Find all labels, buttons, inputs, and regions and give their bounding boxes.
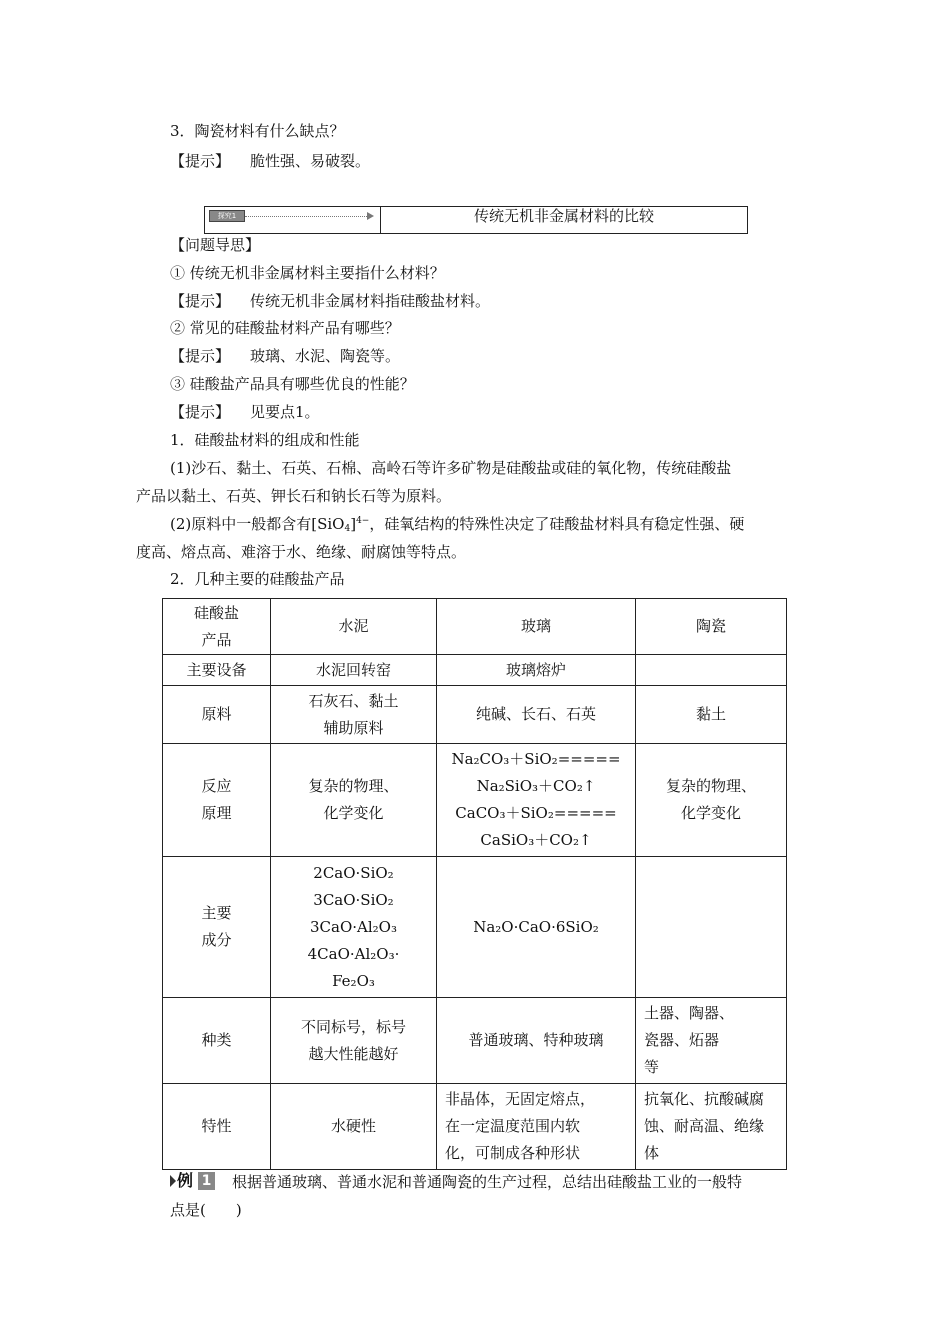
table-header-cell: 水泥 — [271, 599, 437, 655]
cell-text: 非晶体，无固定熔点， 在一定温度范围内软 化，可制成各种形状 — [445, 1090, 596, 1162]
hint-text: 玻璃、水泥、陶瓷等。 — [250, 347, 401, 365]
hint-text: 脆性强、易破裂。 — [250, 152, 371, 170]
example-text-line-1: 根据普通玻璃、普通水泥和普通陶瓷的生产过程，总结出硅酸盐工业的一般特 — [232, 1173, 743, 1191]
table-row-materials — [163, 686, 787, 744]
guide-question-2: ② 常见的硅酸盐材料产品有哪些？ — [170, 319, 400, 337]
table-cell: 种类 — [163, 998, 271, 1084]
table-cell — [163, 857, 271, 998]
point-1b-line-2: 度高、熔点高、难溶于水、绝缘、耐腐蚀等特点。 — [136, 543, 467, 561]
example-badge — [170, 1172, 216, 1190]
table-cell — [271, 857, 437, 998]
guide-heading: 【问题导思】 — [170, 236, 261, 254]
table-cell — [437, 1084, 636, 1170]
question-3: 3．陶瓷材料有什么缺点？ — [170, 122, 345, 140]
banner-title: 传统无机非金属材料的比较 — [473, 207, 654, 225]
table-cell — [636, 744, 787, 857]
table-row-header — [163, 599, 787, 655]
explore-badge: 探究1 — [209, 210, 245, 222]
cell-text: 主要 成分 — [201, 904, 232, 949]
guide-question-3: ③ 硅酸盐产品具有哪些优良的性能？ — [170, 375, 415, 393]
cell-text: 反应 原理 — [201, 777, 232, 822]
table-cell: 纯碱、长石、石英 — [437, 686, 636, 744]
guide-hint-2 — [170, 346, 400, 366]
table-cell — [271, 998, 437, 1084]
table-cell — [271, 744, 437, 857]
guide-question-1: ① 传统无机非金属材料主要指什么材料？ — [170, 264, 445, 282]
table-row-kinds — [163, 998, 787, 1084]
text-run: (2)原料中一般都含有[SiO — [170, 515, 345, 533]
cell-text: 抗氧化、抗酸碱腐 蚀、耐高温、绝缘 体 — [644, 1090, 765, 1162]
formula-line: 3CaO·Al₂O₃ — [310, 917, 397, 936]
hint-line-q3 — [170, 151, 370, 171]
example-word: 例 — [177, 1171, 194, 1190]
hint-label: 【提示】 — [170, 152, 231, 170]
hint-label: 【提示】 — [170, 403, 231, 421]
formula-line: 4CaO·Al₂O₃· — [307, 944, 400, 963]
formula-line: 2CaO·SiO₂ — [313, 863, 394, 882]
table-cell: 主要设备 — [163, 655, 271, 686]
table-header-cell: 玻璃 — [437, 599, 636, 655]
table-cell — [437, 744, 636, 857]
cell-text: 土器、陶器、 瓷器、炻器 等 — [644, 1004, 735, 1076]
equation-line: CaSiO₃＋CO₂↑ — [480, 831, 592, 849]
example-text-line-2: 点是( ) — [170, 1201, 242, 1219]
point-1a-line-1: (1)沙石、黏土、石英、石棉、高岭石等许多矿物是硅酸盐或硅的氧化物，传统硅酸盐 — [170, 459, 732, 477]
hint-label: 【提示】 — [170, 292, 231, 310]
text-run: ] — [350, 515, 357, 533]
subscript: 4 — [344, 524, 351, 534]
equation-line: Na₂SiO₃＋CO₂↑ — [476, 777, 596, 795]
table-header-cell — [163, 599, 271, 655]
table-cell — [636, 1084, 787, 1170]
point-1a-line-2: 产品以黏土、石英、钾长石和钠长石等为原料。 — [136, 487, 452, 505]
table-cell — [271, 686, 437, 744]
point-2-title: 2．几种主要的硅酸盐产品 — [170, 570, 345, 588]
formula-line: 3CaO·SiO₂ — [313, 890, 394, 909]
point-1b-line-1 — [170, 514, 744, 534]
table-cell: Na₂O·CaO·6SiO₂ — [437, 857, 636, 998]
hint-label: 【提示】 — [170, 347, 231, 365]
table-cell — [163, 744, 271, 857]
cell-text: 石灰石、黏土 辅助原料 — [308, 691, 399, 737]
table-cell — [636, 655, 787, 686]
example-number: 1 — [198, 1172, 215, 1190]
cell-text: 硅酸盐 产品 — [193, 603, 239, 649]
table-header-cell: 陶瓷 — [636, 599, 787, 655]
cell-text: 复杂的物理、 化学变化 — [665, 777, 756, 822]
table-row-components — [163, 857, 787, 998]
table-cell: 玻璃熔炉 — [437, 655, 636, 686]
cell-text: 不同标号，标号 越大性能越好 — [300, 1017, 406, 1063]
guide-hint-1 — [170, 291, 490, 311]
arrow-right-icon — [367, 212, 374, 220]
formula-line: Fe₂O₃ — [332, 971, 375, 990]
hint-text: 见要点1。 — [250, 403, 320, 421]
triangle-icon — [170, 1175, 176, 1187]
table-cell: 黏土 — [636, 686, 787, 744]
silicate-products-table — [162, 598, 787, 1170]
table-row-equipment — [163, 655, 787, 686]
hint-text: 传统无机非金属材料指硅酸盐材料。 — [250, 292, 491, 310]
superscript: 4− — [356, 516, 370, 526]
text-run: ，硅氧结构的特殊性决定了硅酸盐材料具有稳定性强、硬 — [369, 515, 745, 533]
dotted-arrow-line — [245, 216, 369, 217]
equation-line: CaCO₃＋SiO₂===== — [455, 804, 617, 822]
table-cell: 原料 — [163, 686, 271, 744]
section-banner — [204, 206, 748, 234]
banner-tag — [205, 207, 381, 233]
equation-line: Na₂CO₃＋SiO₂===== — [451, 750, 621, 768]
table-row-property — [163, 1084, 787, 1170]
table-cell: 特性 — [163, 1084, 271, 1170]
point-1-title: 1．硅酸盐材料的组成和性能 — [170, 431, 360, 449]
table-cell — [636, 857, 787, 998]
guide-hint-3 — [170, 402, 320, 422]
table-cell — [636, 998, 787, 1084]
table-cell: 水泥回转窑 — [271, 655, 437, 686]
table-cell: 普通玻璃、特种玻璃 — [437, 998, 636, 1084]
table-row-reaction — [163, 744, 787, 857]
cell-text: 复杂的物理、 化学变化 — [308, 777, 399, 822]
table-cell: 水硬性 — [271, 1084, 437, 1170]
